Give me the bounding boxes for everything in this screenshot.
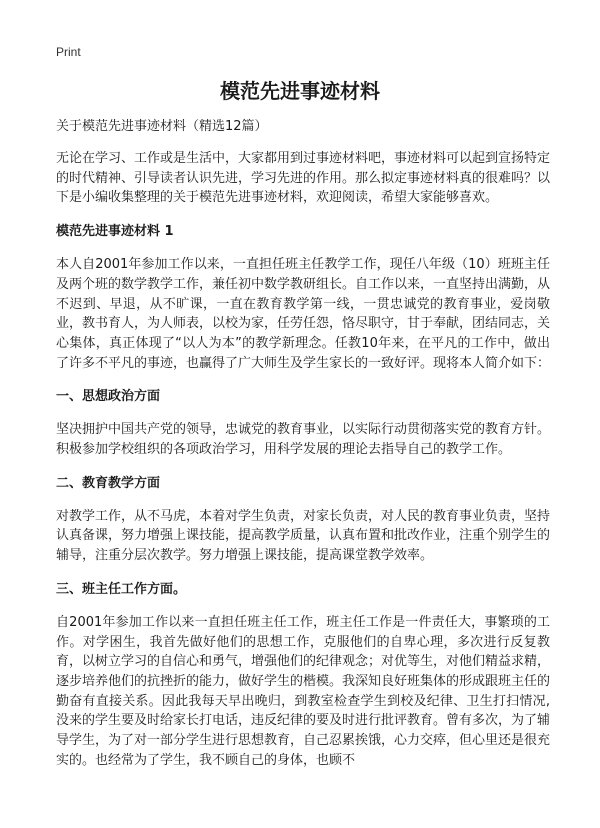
section-heading-teaching: 二、教育教学方面 — [56, 475, 161, 491]
page-title: 模范先进事迹材料 — [220, 79, 380, 103]
article-heading: 模范先进事迹材料 1 — [56, 224, 174, 240]
print-link[interactable]: Print — [56, 45, 81, 59]
section-paragraph-teaching: 对教学工作，从不马虎，本着对学生负责，对家长负责，对人民的教育事业负责，坚持认真备课，努力增强上课技能，提高教学质量，认真布置和批改作业，注重个别学生的辅导，注重分层次教学。努力增强上课技能，提高课堂教学效率。 — [56, 508, 551, 564]
section-paragraph-class-teacher: 自2001年参加工作以来一直担任班主任工作，班主任工作是一件责任大，事繁琐的工作。对学困生，我首先做好他们的思想工作，克服他们的自卑心理，多次进行反复教育，以树立学习的自信心和勇气，增强他们的纪律观念；对优等生，对他们精益求精，逐步培养他们的抗挫折的能力，做好学生的楷模。我深知良好班集体的形成跟班主任的勤奋有直接关系。因此我每天早出晚归，到教室检查学生到校及纪律、卫生打扫情况,没来的学生要及时给家长打电话，违反纪律的要及时进行批评教育。曾有多次，为了辅导学生，为了对一部分学生进行思想教育，自己忍累挨饿，心力交瘁，但心里还是很充实的。也经常为了学生，我不顾自己的身体，也顾不 — [56, 614, 551, 768]
document-subtitle: 关于模范先进事迹材料（精选12篇） — [56, 119, 268, 134]
article-intro-paragraph: 本人自2001年参加工作以来，一直担任班主任教学工作，现任八年级（10）班班主任及两个班的数学教学工作，兼任初中数学教研组长。自工作以来，一直坚持出满勤，从不迟到、早退，从不旷课，一直在教育教学第一线，一贯忠诚党的教育事业，爱岗敬业，教书育人，为人师表，以校为家，任劳任怨，恪尽职守，甘于奉献，团结同志，关心集体，真正体现了“以人为本”的教学新理念。任教10年来，在平凡的工作中，做出了许多不平凡的事迹，也赢得了广大师生及学生家长的一致好评。现将本人简介如下： — [56, 257, 551, 371]
section-heading-class-teacher: 三、班主任工作方面。 — [56, 581, 187, 597]
document-body — [56, 117, 550, 784]
section-heading-politics: 一、思想政治方面 — [56, 389, 161, 405]
section-paragraph-politics: 坚决拥护中国共产党的领导，忠诚党的教育事业，以实际行动贯彻落实党的教育方针。积极参加学校组织的各项政治学习，用科学发展的理论去指导自己的教学工作。 — [56, 422, 551, 458]
intro-paragraph: 无论在学习、工作或是生活中，大家都用到过事迹材料吧，事迹材料可以起到宣扬特定的时代精神、引导读者认识先进，学习先进的作用。那么拟定事迹材料真的很难吗？以下是小编收集整理的关于模范先进事迹材料，欢迎阅读，希望大家能够喜欢。 — [56, 151, 551, 206]
